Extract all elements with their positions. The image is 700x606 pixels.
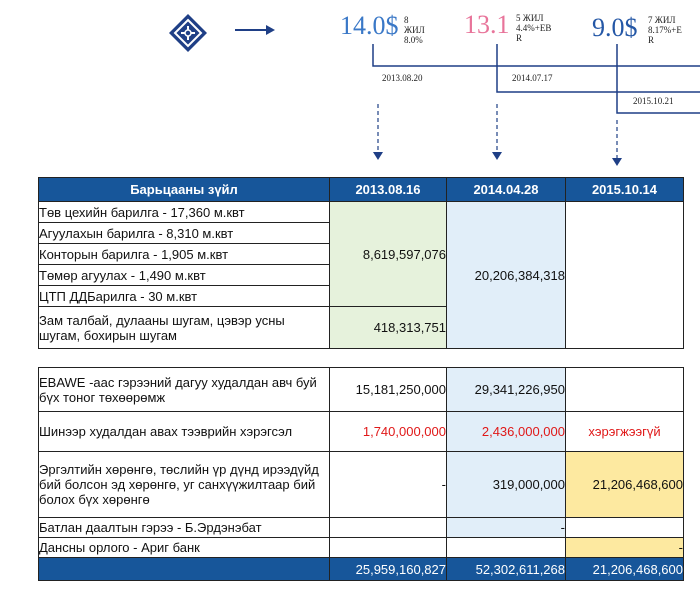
row-desc: Төмөр агуулах - 1,490 м.квт [39,265,330,286]
collateral-table [38,177,684,581]
row-value-2: 29,341,226,950 [447,368,566,412]
empty-cell [566,202,684,349]
bond-3-amount: 9.0$ [592,13,638,42]
down-arrow-2-icon [492,152,502,160]
header-date-2: 2014.04.28 [447,178,566,202]
bond-1-amount: 14.0$ [340,11,399,40]
row-desc: Батлан даалтын гэрээ - Б.Эрдэнэбат [39,518,330,538]
table-row [39,202,684,223]
table-row [39,538,684,558]
table-row [39,412,684,452]
row-value-3 [566,368,684,412]
spacer-row [39,349,684,368]
row-value-3: 21,206,468,600 [566,452,684,518]
header-date-3: 2015.10.14 [566,178,684,202]
row-value-1 [330,538,447,558]
bond-2-timeline-line [497,44,700,92]
row-value-1: 15,181,250,000 [330,368,447,412]
bond-3-rate-suffix: R [648,35,655,45]
row-value-2 [447,538,566,558]
row-value-3 [566,518,684,538]
header-date-1: 2013.08.16 [330,178,447,202]
bond-2-term-unit: ЖИЛ [522,13,544,23]
bond-3-term-num: 7 [648,15,653,25]
row-desc: Эргэлтийн хөрөнгө, төслийн үр дүнд ирээдүйд бий болсон эд хөрөнгө, уг санхүүжилтаар бий болох бүх хөрөнгө [39,452,330,518]
bond-3-rate: 8.17%+E [648,25,682,35]
bond-2-rate: 4.4%+EB [516,23,552,33]
header-collateral: Барьцааны зүйл [39,178,330,202]
row-desc: Агуулахын барилга - 8,310 м.квт [39,223,330,244]
row-value-2: 2,436,000,000 [447,412,566,452]
row-desc: EBAWE -аас гэрээний дагуу худалдан авч буй бүх тоног төхөөрөмж [39,368,330,412]
row-value-3: хэрэгжээгүй [566,412,684,452]
table-row [39,452,684,518]
total-2013: 25,959,160,827 [330,558,447,581]
row-value-2: 319,000,000 [447,452,566,518]
row-value-1: 1,740,000,000 [330,412,447,452]
bond-3-date: 2015.10.21 [633,96,674,106]
bond-2-term-num: 5 [516,13,521,23]
bond-1-rate: 8.0% [404,35,423,45]
bond-1-term-num: 8 [404,15,409,25]
table-row [39,368,684,412]
bond-2-date: 2014.07.17 [512,73,553,83]
table-row [39,518,684,538]
bond-2-amount: 13.1 [464,10,510,39]
total-row [39,558,684,581]
bond-3-term-unit: ЖИЛ [654,15,676,25]
total-2014: 52,302,611,268 [447,558,566,581]
down-arrow-1-icon [373,152,383,160]
row-desc: Дансны орлого - Ариг банк [39,538,330,558]
row-desc: Төв цехийн барилга - 17,360 м.квт [39,202,330,223]
row-desc: ЦТП ДДБарилга - 30 м.квт [39,286,330,307]
table-header-row [39,178,684,202]
row-value-1: - [330,452,447,518]
row-value-3: - [566,538,684,558]
total-label-cell [39,558,330,581]
buildings-value-2013: 8,619,597,076 [330,202,447,307]
row-desc: Шинээр худалдан авах тээврийн хэрэгсэл [39,412,330,452]
buildings-value-2014: 20,206,384,318 [447,202,566,349]
row-desc: Зам талбай, дулааны шугам, цэвэр усны шугам, бохирын шугам [39,307,330,349]
bond-1-timeline-line [373,44,700,66]
row-value-1 [330,518,447,538]
row-desc: Конторын барилга - 1,905 м.квт [39,244,330,265]
total-2015: 21,206,468,600 [566,558,684,581]
timeline-connectors [0,0,700,175]
bond-2-rate-suffix: R [516,33,523,43]
bond-1-date: 2013.08.20 [382,73,423,83]
row-value-2: - [447,518,566,538]
bond-1-term-unit: ЖИЛ [404,25,425,35]
down-arrow-3-icon [612,158,622,166]
roads-value-2013: 418,313,751 [330,307,447,349]
